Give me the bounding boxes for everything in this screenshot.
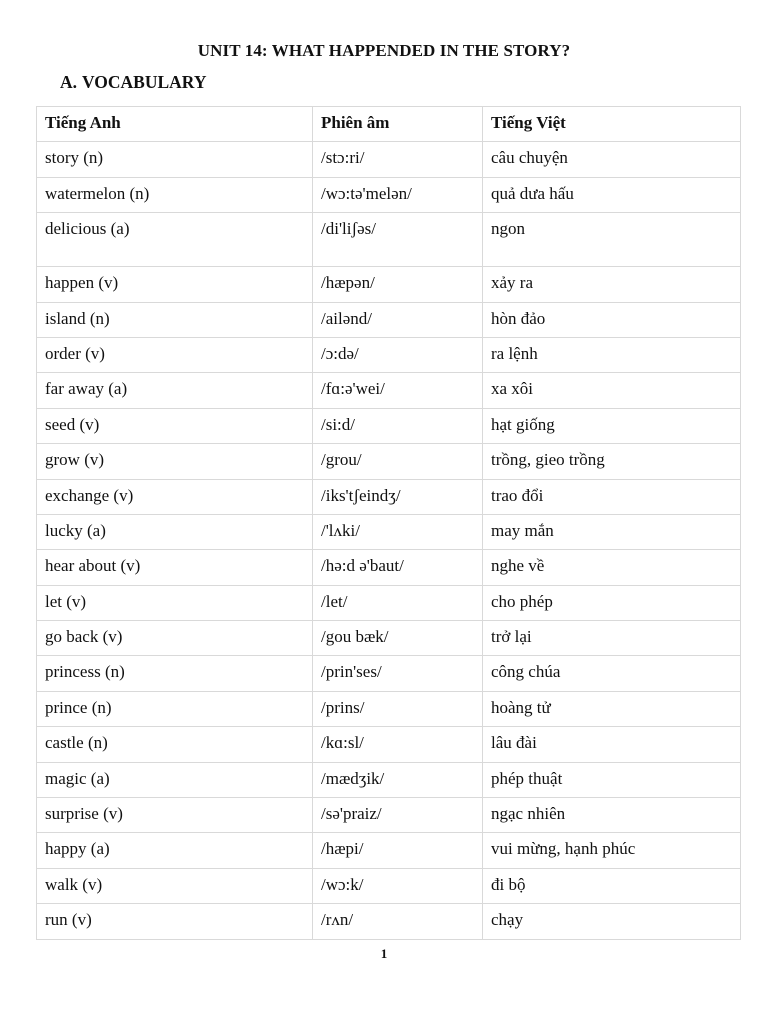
cell-phonetic: /grou/ [313, 444, 483, 479]
cell-english: order (v) [37, 337, 313, 372]
cell-phonetic: /prin'ses/ [313, 656, 483, 691]
cell-english: let (v) [37, 585, 313, 620]
section-label: VOCABULARY [82, 72, 207, 92]
cell-english: grow (v) [37, 444, 313, 479]
cell-english: hear about (v) [37, 550, 313, 585]
cell-phonetic: /sə'praiz/ [313, 798, 483, 833]
cell-vietnamese: ngon [483, 213, 741, 267]
cell-vietnamese: cho phép [483, 585, 741, 620]
cell-english: surprise (v) [37, 798, 313, 833]
cell-vietnamese: đi bộ [483, 868, 741, 903]
cell-phonetic: /iks'tʃeindʒ/ [313, 479, 483, 514]
cell-phonetic: /kɑ:sl/ [313, 727, 483, 762]
cell-vietnamese: ngạc nhiên [483, 798, 741, 833]
cell-english: magic (a) [37, 762, 313, 797]
cell-phonetic: /'lʌki/ [313, 514, 483, 549]
table-row [37, 267, 741, 302]
cell-english: story (n) [37, 142, 313, 177]
cell-vietnamese: công chúa [483, 656, 741, 691]
cell-vietnamese: câu chuyện [483, 142, 741, 177]
cell-phonetic: /hæpi/ [313, 833, 483, 868]
section-letter: A. [60, 72, 78, 92]
cell-english: happy (a) [37, 833, 313, 868]
cell-english: walk (v) [37, 868, 313, 903]
header-english: Tiếng Anh [37, 107, 313, 142]
cell-english: princess (n) [37, 656, 313, 691]
cell-english: lucky (a) [37, 514, 313, 549]
cell-phonetic: /fɑ:ə'wei/ [313, 373, 483, 408]
table-row [37, 727, 741, 762]
cell-english: run (v) [37, 904, 313, 939]
table-row [37, 656, 741, 691]
header-vietnamese: Tiếng Việt [483, 107, 741, 142]
cell-phonetic: /ailənd/ [313, 302, 483, 337]
document-title: UNIT 14: WHAT HAPPENDED IN THE STORY? [197, 41, 571, 60]
table-row [37, 621, 741, 656]
cell-vietnamese: hoàng tử [483, 691, 741, 726]
table-row [37, 177, 741, 212]
cell-phonetic: /gou bæk/ [313, 621, 483, 656]
cell-vietnamese: xảy ra [483, 267, 741, 302]
table-row [37, 302, 741, 337]
cell-phonetic: /stɔ:ri/ [313, 142, 483, 177]
cell-english: prince (n) [37, 691, 313, 726]
cell-english: exchange (v) [37, 479, 313, 514]
vocabulary-table [36, 106, 741, 940]
cell-english: go back (v) [37, 621, 313, 656]
cell-vietnamese: chạy [483, 904, 741, 939]
table-row [37, 514, 741, 549]
cell-vietnamese: xa xôi [483, 373, 741, 408]
cell-phonetic: /prins/ [313, 691, 483, 726]
cell-vietnamese: lâu đài [483, 727, 741, 762]
table-row [37, 444, 741, 479]
table-row [37, 868, 741, 903]
table-row [37, 337, 741, 372]
table-header-row [37, 107, 741, 142]
table-row [37, 904, 741, 939]
table-row [37, 585, 741, 620]
cell-phonetic: /wɔ:tə'melən/ [313, 177, 483, 212]
table-row [37, 373, 741, 408]
cell-english: delicious (a) [37, 213, 313, 267]
section-heading [60, 72, 206, 93]
table-row [37, 142, 741, 177]
cell-vietnamese: trở lại [483, 621, 741, 656]
table-row [37, 479, 741, 514]
cell-english: watermelon (n) [37, 177, 313, 212]
cell-english: island (n) [37, 302, 313, 337]
table-row [37, 550, 741, 585]
cell-phonetic: /ɔ:də/ [313, 337, 483, 372]
cell-english: seed (v) [37, 408, 313, 443]
cell-vietnamese: hạt giống [483, 408, 741, 443]
cell-vietnamese: ra lệnh [483, 337, 741, 372]
table-row [37, 691, 741, 726]
cell-vietnamese: hòn đảo [483, 302, 741, 337]
cell-english: far away (a) [37, 373, 313, 408]
header-phonetic: Phiên âm [313, 107, 483, 142]
table-row [37, 762, 741, 797]
table-row [37, 798, 741, 833]
cell-vietnamese: phép thuật [483, 762, 741, 797]
cell-vietnamese: nghe về [483, 550, 741, 585]
cell-phonetic: /si:d/ [313, 408, 483, 443]
cell-vietnamese: vui mừng, hạnh phúc [483, 833, 741, 868]
cell-vietnamese: trao đổi [483, 479, 741, 514]
cell-phonetic: /rʌn/ [313, 904, 483, 939]
cell-phonetic: /hə:d ə'baut/ [313, 550, 483, 585]
page-number: 1 [380, 946, 388, 961]
cell-vietnamese: trồng, gieo trồng [483, 444, 741, 479]
cell-vietnamese: quả dưa hấu [483, 177, 741, 212]
cell-phonetic: /hæpən/ [313, 267, 483, 302]
table-row [37, 833, 741, 868]
cell-vietnamese: may mắn [483, 514, 741, 549]
cell-phonetic: /let/ [313, 585, 483, 620]
table-row [37, 213, 741, 267]
cell-english: happen (v) [37, 267, 313, 302]
cell-phonetic: /mædʒik/ [313, 762, 483, 797]
cell-phonetic: /wɔ:k/ [313, 868, 483, 903]
cell-phonetic: /di'liʃəs/ [313, 213, 483, 267]
cell-english: castle (n) [37, 727, 313, 762]
table-row [37, 408, 741, 443]
